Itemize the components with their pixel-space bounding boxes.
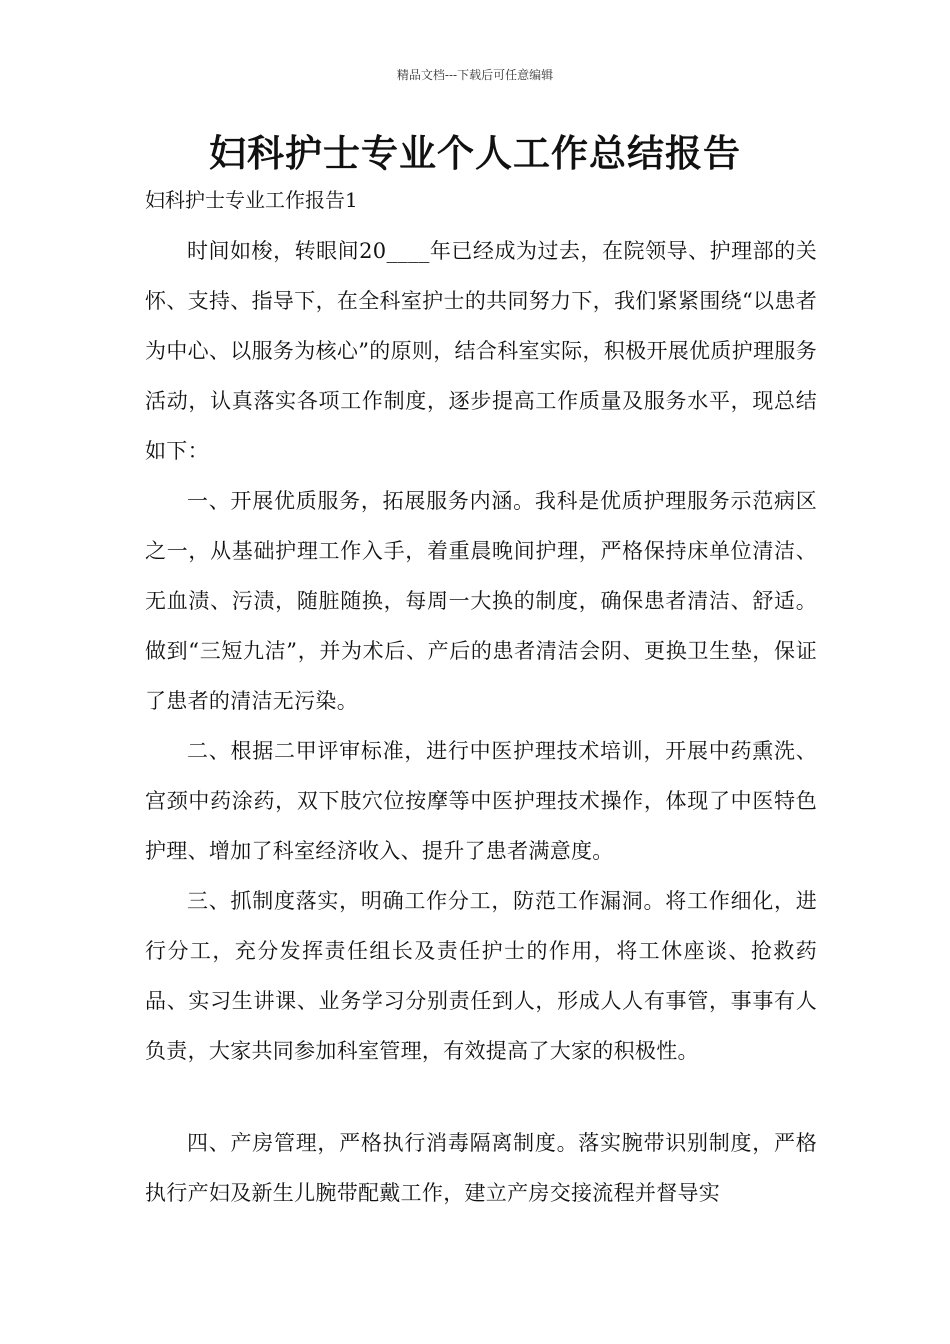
paragraph-4-block [145,876,817,1076]
paragraph-5-block [145,1118,817,1218]
paragraph-1-block [145,226,817,476]
paragraph: 一、开展优质服务，拓展服务内涵。我科是优质护理服务示范病区之一，从基础护理工作入手，着重晨晚间护理，严格保持床单位清洁、无血渍、污渍，随脏随换，每周一大换的制度，确保患者清洁、舒适。做到“三短九洁”，并为术后、产后的患者清洁会阴、更换卫生垫，保证了患者的清洁无污染。 [145,489,817,713]
paragraph: 三、抓制度落实，明确工作分工，防范工作漏洞。将工作细化，进行分工，充分发挥责任组长及责任护士的作用，将工休座谈、抢救药品、实习生讲课、业务学习分别责任到人，形成人人有事管，事事有人负责，大家共同参加科室管理，有效提高了大家的积极性。 [145,889,817,1063]
paragraph: 四、产房管理，严格执行消毒隔离制度。落实腕带识别制度，严格执行产妇及新生儿腕带配戴工作，建立产房交接流程并督导实 [145,1131,817,1205]
paragraph-2-block [145,476,817,726]
document-title: 妇科护士专业个人工作总结报告 [209,131,741,175]
document-subtitle: 妇科护士专业工作报告1 [145,188,358,212]
paragraph-3-block [145,726,817,876]
header-note: 精品文档---下载后可任意编辑 [396,68,554,82]
paragraph: 二、根据二甲评审标准，进行中医护理技术培训，开展中药熏洗、宫颈中药涂药，双下肢穴位按摩等中医护理技术操作，体现了中医特色护理、增加了科室经济收入、提升了患者满意度。 [145,739,817,863]
paragraph: 时间如梭，转眼间20____年已经成为过去，在院领导、护理部的关怀、支持、指导下，在全科室护士的共同努力下，我们紧紧围绕“以患者为中心、以服务为核心”的原则，结合科室实际，积极开展优质护理服务活动，认真落实各项工作制度，逐步提高工作质量及服务水平，现总结如下： [145,239,817,463]
